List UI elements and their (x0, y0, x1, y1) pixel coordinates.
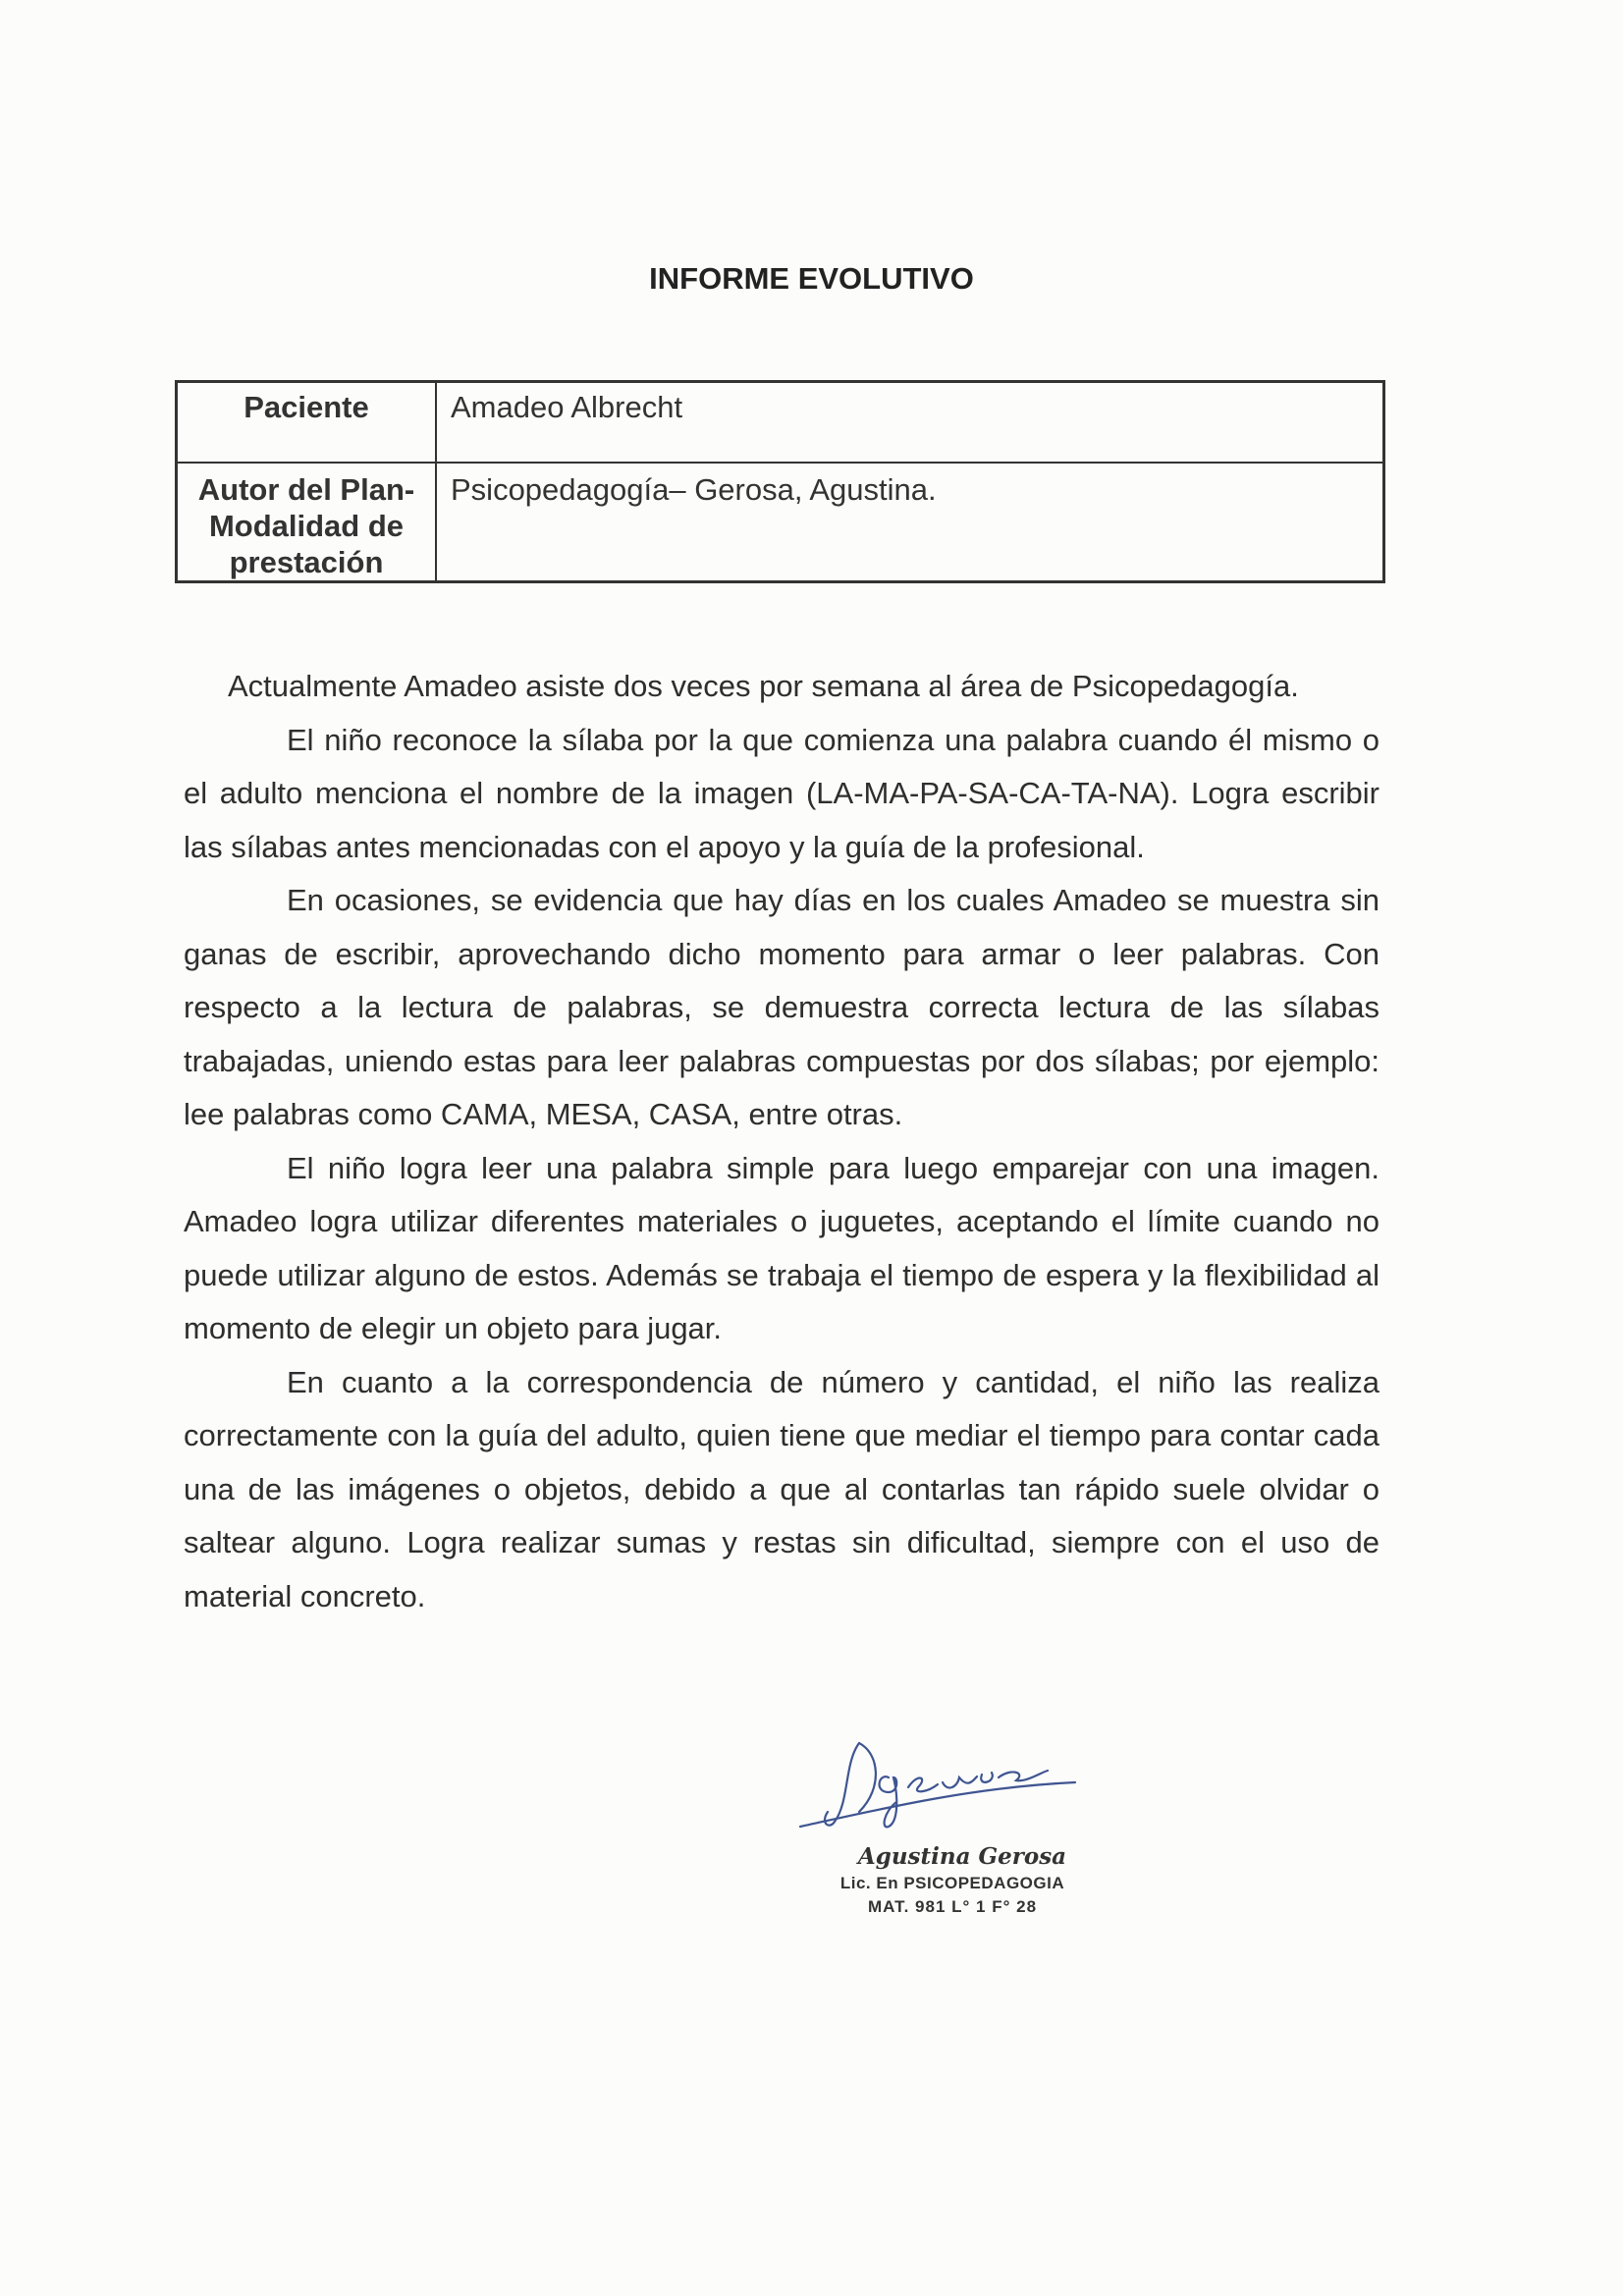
paragraph: El niño logra leer una palabra simple para luego emparejar con una imagen. Amadeo logra utilizar diferentes materiales o juguetes, aceptando el límite cuando no puede utilizar alguno de estos. Además se trabaja el tiempo de espera y la flexibilidad al momento de elegir un objeto para jugar. (184, 1150, 1380, 1345)
table-row (177, 463, 1384, 582)
handwritten-signature-icon (790, 1733, 1095, 1841)
patient-value: Amadeo Albrecht (436, 382, 1384, 464)
professional-stamp (805, 1843, 1100, 1917)
patient-label: Paciente (177, 382, 437, 464)
stamp-name: Agustina Gerosa (857, 1843, 1067, 1870)
paragraph: En cuanto a la correspondencia de número y cantidad, el niño las realiza correctamente con la guía del adulto, quien tiene que mediar el tiempo para contar cada una de las imágenes o objetos, debido a que al contarlas tan rápido suele olvidar o saltear alguno. Logra realizar sumas y restas sin dificultad, siempre con el uso de material concreto. (184, 1364, 1380, 1613)
patient-info-table (175, 380, 1385, 583)
author-value: Psicopedagogía– Gerosa, Agustina. (436, 463, 1384, 582)
author-label: Autor del Plan- Modalidad de prestación (177, 463, 437, 582)
report-body (184, 660, 1380, 1623)
stamp-registration: MAT. 981 L° 1 F° 28 (867, 1897, 1038, 1916)
document-title: INFORME EVOLUTIVO (649, 261, 974, 296)
paragraph: Actualmente Amadeo asiste dos veces por semana al área de Psicopedagogía. (228, 669, 1299, 703)
paragraph: El niño reconoce la sílaba por la que comienza una palabra cuando él mismo o el adulto menciona el nombre de la imagen (LA-MA-PA-SA-CA-TA-NA). Logra escribir las sílabas antes mencionadas con el apoyo y la guía de la profesional. (184, 722, 1380, 864)
paragraph: En ocasiones, se evidencia que hay días en los cuales Amadeo se muestra sin ganas de escribir, aprovechando dicho momento para armar o leer palabras. Con respecto a la lectura de palabras, se demuestra correcta lectura de las sílabas trabajadas, uniendo estas para leer palabras compuestas por dos sílabas; por ejemplo: lee palabras como CAMA, MESA, CASA, entre otras. (184, 883, 1380, 1131)
stamp-degree: Lic. En PSICOPEDAGOGIA (839, 1874, 1065, 1892)
table-row (177, 382, 1384, 464)
